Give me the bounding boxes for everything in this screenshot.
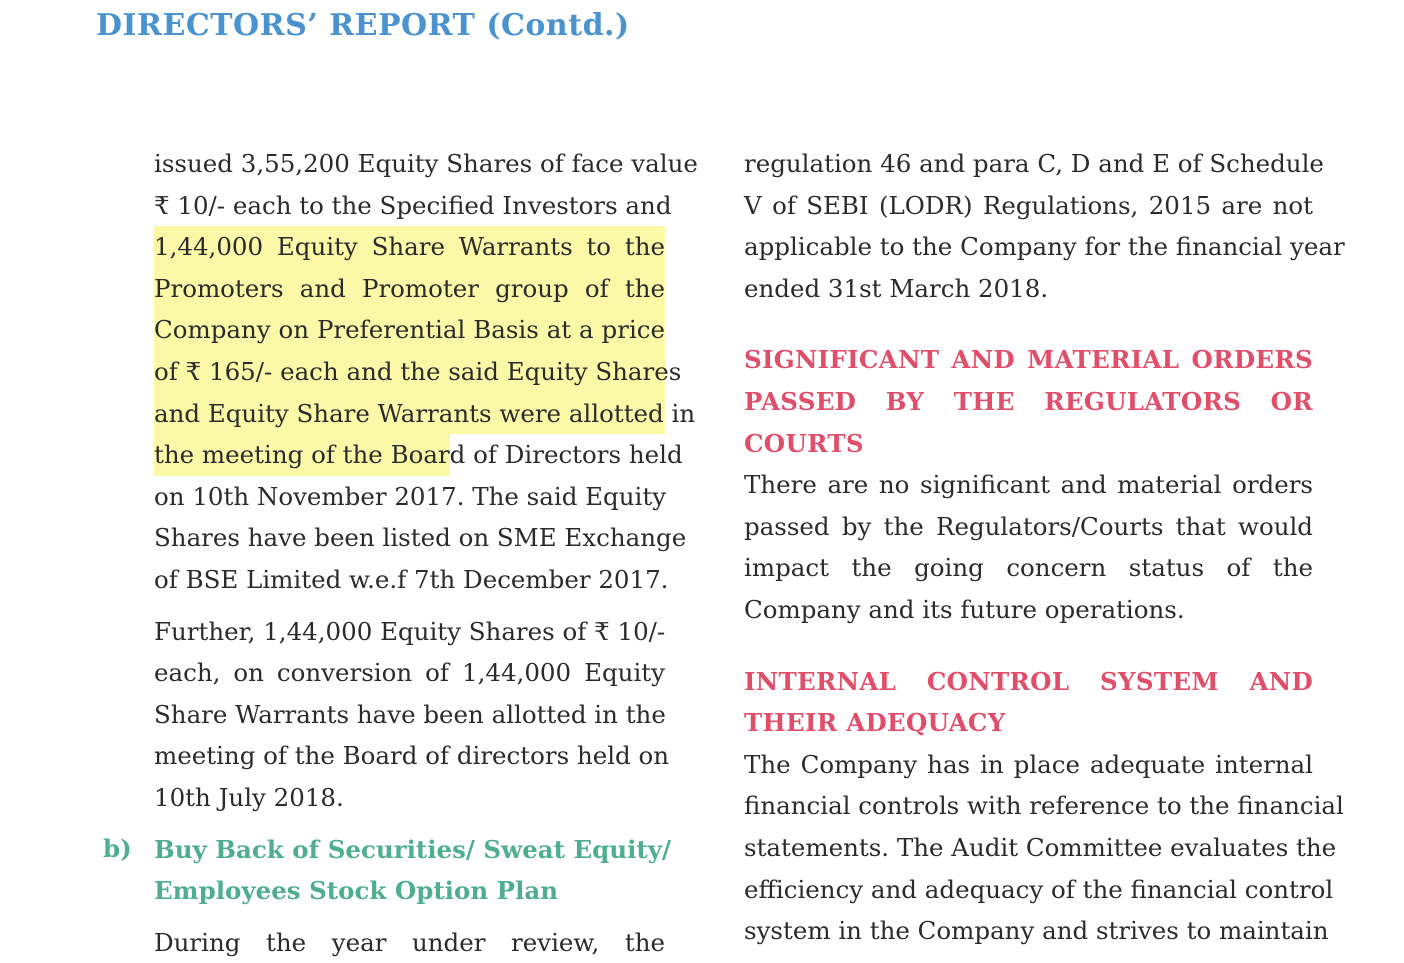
text-fragment: d of Directors held: [449, 440, 683, 470]
text-line: statements. The Audit Committee evaluates the: [744, 832, 1337, 862]
text-line: 10th July 2018.: [154, 782, 344, 812]
text-line: Further, 1,44,000 Equity Shares of ₹ 10/-: [154, 616, 666, 646]
text-line-partial-highlight: [154, 434, 683, 476]
section-b-label: b): [103, 834, 132, 863]
text-line: V of SEBI (LODR) Regulations, 2015 are not: [744, 190, 1313, 220]
text-line: on 10th November 2017. The said Equity: [154, 481, 667, 511]
text-line: applicable to the Company for the financial year: [744, 232, 1345, 262]
significant-orders-heading-line: COURTS: [744, 428, 864, 458]
highlighted-text-line: Promoters and Promoter group of the: [154, 268, 665, 310]
text-line: financial controls with reference to the financial: [744, 791, 1344, 821]
text-line: efficiency and adequacy of the financial control: [744, 874, 1334, 904]
highlighted-text-line: 1,44,000 Equity Share Warrants to the: [154, 226, 665, 268]
text-line: Company and its future operations.: [744, 594, 1185, 624]
text-line: ₹ 10/- each to the Specified Investors and: [154, 190, 672, 220]
text-line: impact the going concern status of the: [744, 553, 1313, 583]
internal-control-heading-line: INTERNAL CONTROL SYSTEM AND: [744, 666, 1313, 696]
text-line: The Company has in place adequate internal: [744, 749, 1313, 779]
highlighted-text-line: Company on Preferential Basis at a price: [154, 309, 665, 351]
section-b-heading-line: Buy Back of Securities/ Sweat Equity/: [154, 834, 671, 864]
left-column: [154, 143, 698, 963]
text-line: ended 31st March 2018.: [744, 273, 1049, 303]
page-header-title: DIRECTORS’ REPORT (Contd.): [96, 8, 630, 43]
text-line: Shares have been listed on SME Exchange: [154, 523, 687, 553]
text-line: meeting of the Board of directors held on: [154, 741, 670, 771]
highlighted-fragment: the meeting of the Boar: [154, 434, 450, 476]
text-line: issued 3,55,200 Equity Shares of face value: [154, 149, 698, 178]
text-line: each, on conversion of 1,44,000 Equity: [154, 658, 665, 688]
text-line: passed by the Regulators/Courts that would: [744, 511, 1313, 541]
right-column: [744, 143, 1345, 952]
highlighted-text-line: and Equity Share Warrants were allotted in: [154, 393, 665, 435]
text-line: of BSE Limited w.e.f 7th December 2017.: [154, 564, 669, 594]
text-line: regulation 46 and para C, D and E of Schedule: [744, 149, 1324, 178]
section-b-heading-line: Employees Stock Option Plan: [154, 876, 559, 906]
text-line: system in the Company and strives to maintain: [744, 916, 1329, 946]
text-line: There are no significant and material orders: [744, 470, 1313, 500]
text-line: During the year under review, the: [154, 927, 665, 957]
text-line: Share Warrants have been allotted in the: [154, 699, 666, 729]
significant-orders-heading-line: PASSED BY THE REGULATORS OR: [744, 386, 1313, 416]
significant-orders-heading-line: SIGNIFICANT AND MATERIAL ORDERS: [744, 345, 1313, 375]
internal-control-heading-line: THEIR ADEQUACY: [744, 708, 1006, 738]
highlighted-text-line: of ₹ 165/- each and the said Equity Shares: [154, 351, 665, 393]
